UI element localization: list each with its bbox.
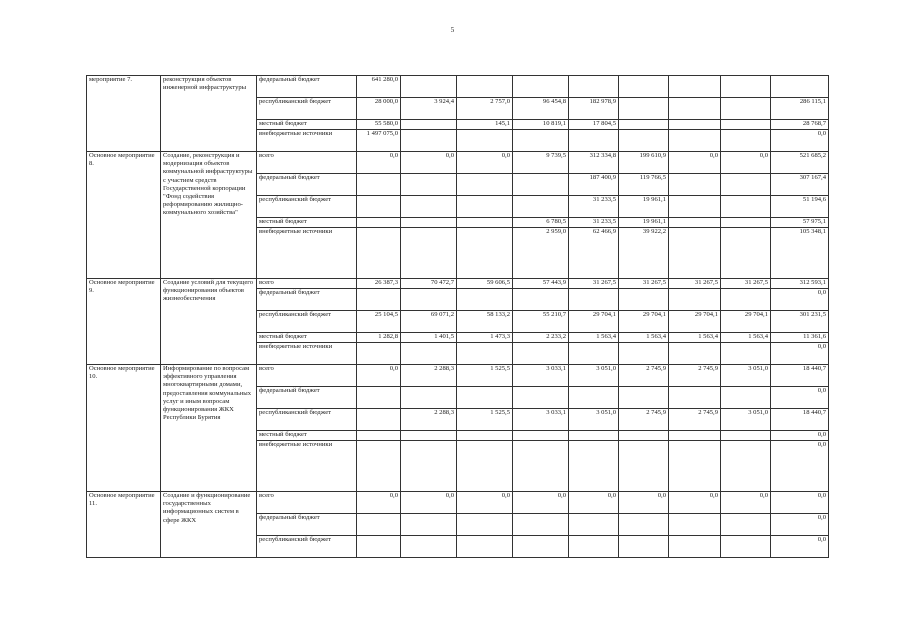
table-row [87,279,829,289]
total-value-cell: 11 361,6 [771,333,829,343]
value-cell: 3 051,0 [721,365,771,387]
value-cell [513,431,569,441]
value-cell [457,218,513,228]
page-number: 5 [450,26,455,34]
value-cell: 29 704,1 [721,311,771,333]
event-name-cell: Основное мероприятие 10. [87,365,161,492]
funding-source-cell: внебюджетные источники [257,228,357,279]
value-cell [401,514,457,536]
event-description-cell: Информирование по вопросам эффективного управления многоквартирными домами, предоставления коммунальных услуг и иным вопросам функционирования ЖКХ Республики Бурятия [161,365,257,492]
value-cell [721,228,771,279]
value-cell: 2 745,9 [669,409,721,431]
value-cell [513,441,569,492]
event-description-cell: Создание, реконструкция и модернизация объектов коммунальной инфраструктуры с участием средств Государственной корпорации "Фонд содействия реформированию жилищно-коммунального хозяйства" [161,152,257,279]
value-cell [669,76,721,98]
value-cell [721,98,771,120]
value-cell [357,431,401,441]
value-cell [721,387,771,409]
value-cell: 0,0 [721,152,771,174]
value-cell [401,441,457,492]
value-cell: 2 288,3 [401,365,457,387]
value-cell: 0,0 [457,152,513,174]
value-cell [357,343,401,365]
funding-source-cell: республиканский бюджет [257,311,357,333]
value-cell: 199 610,9 [619,152,669,174]
total-value-cell: 0,0 [771,441,829,492]
value-cell: 3 033,1 [513,365,569,387]
total-value-cell: 0,0 [771,289,829,311]
funding-source-cell: всего [257,492,357,514]
value-cell [457,387,513,409]
value-cell: 1 563,4 [669,333,721,343]
value-cell [457,343,513,365]
value-cell [721,130,771,152]
value-cell [401,536,457,558]
value-cell [457,431,513,441]
value-cell: 28 000,0 [357,98,401,120]
value-cell [457,196,513,218]
value-cell [569,536,619,558]
value-cell [513,174,569,196]
funding-source-cell: местный бюджет [257,120,357,130]
value-cell: 0,0 [401,492,457,514]
value-cell: 2 288,3 [401,409,457,431]
total-value-cell: 312 593,1 [771,279,829,289]
value-cell [619,76,669,98]
value-cell: 0,0 [513,492,569,514]
value-cell: 55 210,7 [513,311,569,333]
value-cell [619,387,669,409]
value-cell [401,343,457,365]
value-cell [669,514,721,536]
total-value-cell: 521 685,2 [771,152,829,174]
value-cell [619,514,669,536]
value-cell [669,289,721,311]
value-cell: 0,0 [357,365,401,387]
value-cell [619,289,669,311]
value-cell: 2 745,9 [619,409,669,431]
value-cell: 31 267,5 [569,279,619,289]
value-cell [669,441,721,492]
value-cell: 62 466,9 [569,228,619,279]
event-name-cell: мероприятие 7. [87,76,161,152]
value-cell [569,289,619,311]
value-cell [357,441,401,492]
value-cell: 0,0 [401,152,457,174]
value-cell [357,196,401,218]
event-name-cell: Основное мероприятие 11. [87,492,161,558]
value-cell: 31 267,5 [619,279,669,289]
value-cell: 29 704,1 [619,311,669,333]
value-cell [721,343,771,365]
value-cell: 19 961,1 [619,218,669,228]
funding-source-cell: местный бюджет [257,431,357,441]
value-cell [669,387,721,409]
value-cell [401,218,457,228]
total-value-cell: 0,0 [771,343,829,365]
value-cell [401,228,457,279]
value-cell: 55 580,0 [357,120,401,130]
value-cell: 39 922,2 [619,228,669,279]
value-cell: 10 819,1 [513,120,569,130]
value-cell: 1 525,5 [457,365,513,387]
event-name-cell: Основное мероприятие 8. [87,152,161,279]
value-cell: 1 497 075,0 [357,130,401,152]
value-cell [669,218,721,228]
total-value-cell: 51 194,6 [771,196,829,218]
value-cell [721,536,771,558]
funding-source-cell: всего [257,365,357,387]
event-name-cell: Основное мероприятие 9. [87,279,161,365]
funding-source-cell: республиканский бюджет [257,536,357,558]
value-cell: 1 473,3 [457,333,513,343]
funding-source-cell: местный бюджет [257,333,357,343]
value-cell: 0,0 [569,492,619,514]
total-value-cell: 286 115,1 [771,98,829,120]
value-cell: 0,0 [619,492,669,514]
value-cell: 3 033,1 [513,409,569,431]
funding-source-cell: федеральный бюджет [257,174,357,196]
value-cell: 29 704,1 [569,311,619,333]
value-cell: 3 051,0 [721,409,771,431]
value-cell [513,536,569,558]
value-cell [569,130,619,152]
funding-source-cell: федеральный бюджет [257,387,357,409]
value-cell [721,514,771,536]
value-cell: 1 563,4 [569,333,619,343]
value-cell [357,387,401,409]
total-value-cell: 0,0 [771,492,829,514]
value-cell: 17 804,5 [569,120,619,130]
table-row [87,365,829,387]
value-cell [721,120,771,130]
value-cell [721,289,771,311]
value-cell: 1 282,8 [357,333,401,343]
value-cell: 0,0 [669,492,721,514]
value-cell: 25 104,5 [357,311,401,333]
total-value-cell [771,76,829,98]
total-value-cell: 57 975,1 [771,218,829,228]
value-cell: 69 071,2 [401,311,457,333]
value-cell: 26 387,3 [357,279,401,289]
value-cell: 2 233,2 [513,333,569,343]
value-cell [457,130,513,152]
value-cell [513,130,569,152]
value-cell [669,431,721,441]
total-value-cell: 0,0 [771,536,829,558]
value-cell [669,228,721,279]
value-cell: 59 606,5 [457,279,513,289]
value-cell [721,196,771,218]
total-value-cell: 0,0 [771,387,829,409]
value-cell [457,228,513,279]
value-cell: 3 924,4 [401,98,457,120]
value-cell [669,536,721,558]
total-value-cell: 28 768,7 [771,120,829,130]
value-cell [357,218,401,228]
value-cell [721,76,771,98]
value-cell [357,536,401,558]
value-cell: 3 051,0 [569,365,619,387]
value-cell [357,174,401,196]
value-cell: 0,0 [357,492,401,514]
value-cell [721,431,771,441]
value-cell [721,218,771,228]
value-cell: 57 443,9 [513,279,569,289]
funding-source-cell: республиканский бюджет [257,409,357,431]
value-cell: 119 766,5 [619,174,669,196]
value-cell: 3 051,0 [569,409,619,431]
value-cell: 641 280,0 [357,76,401,98]
value-cell: 70 472,7 [401,279,457,289]
table-row [87,76,829,98]
value-cell: 187 400,9 [569,174,619,196]
value-cell [357,409,401,431]
value-cell: 0,0 [357,152,401,174]
funding-source-cell: республиканский бюджет [257,196,357,218]
value-cell [569,514,619,536]
value-cell [457,441,513,492]
value-cell: 145,1 [457,120,513,130]
value-cell [401,174,457,196]
budget-table [86,75,829,558]
value-cell [569,431,619,441]
value-cell [569,343,619,365]
value-cell [619,130,669,152]
value-cell: 31 233,5 [569,218,619,228]
value-cell: 29 704,1 [669,311,721,333]
value-cell [457,174,513,196]
value-cell: 58 133,2 [457,311,513,333]
value-cell [457,76,513,98]
funding-source-cell: местный бюджет [257,218,357,228]
total-value-cell: 0,0 [771,514,829,536]
value-cell: 182 978,9 [569,98,619,120]
value-cell: 96 454,8 [513,98,569,120]
funding-source-cell: внебюджетные источники [257,130,357,152]
total-value-cell: 105 348,1 [771,228,829,279]
value-cell [619,98,669,120]
value-cell: 0,0 [457,492,513,514]
event-description-cell: реконструкция объектов инженерной инфраструктуры [161,76,257,152]
event-description-cell: Создание и функционирование государственных информационных систем в сфере ЖКХ [161,492,257,558]
funding-source-cell: федеральный бюджет [257,76,357,98]
value-cell: 31 267,5 [669,279,721,289]
table-row [87,152,829,174]
value-cell [721,174,771,196]
value-cell [721,441,771,492]
value-cell: 1 563,4 [721,333,771,343]
value-cell [569,441,619,492]
value-cell [569,76,619,98]
value-cell [513,343,569,365]
value-cell: 0,0 [669,152,721,174]
value-cell [401,196,457,218]
funding-source-cell: федеральный бюджет [257,514,357,536]
total-value-cell: 307 167,4 [771,174,829,196]
value-cell: 6 780,5 [513,218,569,228]
value-cell [401,130,457,152]
funding-source-cell: республиканский бюджет [257,98,357,120]
value-cell: 0,0 [721,492,771,514]
value-cell [401,387,457,409]
value-cell [569,387,619,409]
funding-source-cell: всего [257,279,357,289]
value-cell [357,514,401,536]
value-cell: 312 334,8 [569,152,619,174]
total-value-cell: 301 231,5 [771,311,829,333]
value-cell [669,98,721,120]
total-value-cell: 18 440,7 [771,365,829,387]
funding-source-cell: федеральный бюджет [257,289,357,311]
value-cell [513,196,569,218]
value-cell [457,514,513,536]
value-cell [513,387,569,409]
value-cell: 9 739,5 [513,152,569,174]
value-cell [457,536,513,558]
value-cell [669,174,721,196]
value-cell [619,441,669,492]
value-cell [457,289,513,311]
value-cell [619,431,669,441]
value-cell [669,343,721,365]
value-cell: 31 233,5 [569,196,619,218]
value-cell: 1 525,5 [457,409,513,431]
funding-source-cell: внебюджетные источники [257,343,357,365]
value-cell [357,228,401,279]
value-cell: 2 757,0 [457,98,513,120]
value-cell [401,431,457,441]
value-cell: 31 267,5 [721,279,771,289]
value-cell [669,130,721,152]
value-cell [513,514,569,536]
value-cell: 2 959,0 [513,228,569,279]
funding-source-cell: всего [257,152,357,174]
value-cell [619,343,669,365]
value-cell [669,120,721,130]
value-cell [401,289,457,311]
value-cell [513,289,569,311]
event-description-cell: Создание условий для текущего функционирования объектов жизнеобеспечения [161,279,257,365]
value-cell [619,536,669,558]
value-cell: 19 961,1 [619,196,669,218]
value-cell [401,76,457,98]
value-cell: 2 745,9 [619,365,669,387]
value-cell: 1 563,4 [619,333,669,343]
total-value-cell: 0,0 [771,130,829,152]
value-cell [513,76,569,98]
funding-source-cell: внебюджетные источники [257,441,357,492]
value-cell: 2 745,9 [669,365,721,387]
total-value-cell: 18 440,7 [771,409,829,431]
table-row [87,492,829,514]
total-value-cell: 0,0 [771,431,829,441]
value-cell [619,120,669,130]
value-cell [669,196,721,218]
value-cell: 1 401,5 [401,333,457,343]
table-body [87,76,829,558]
value-cell [401,120,457,130]
value-cell [357,289,401,311]
